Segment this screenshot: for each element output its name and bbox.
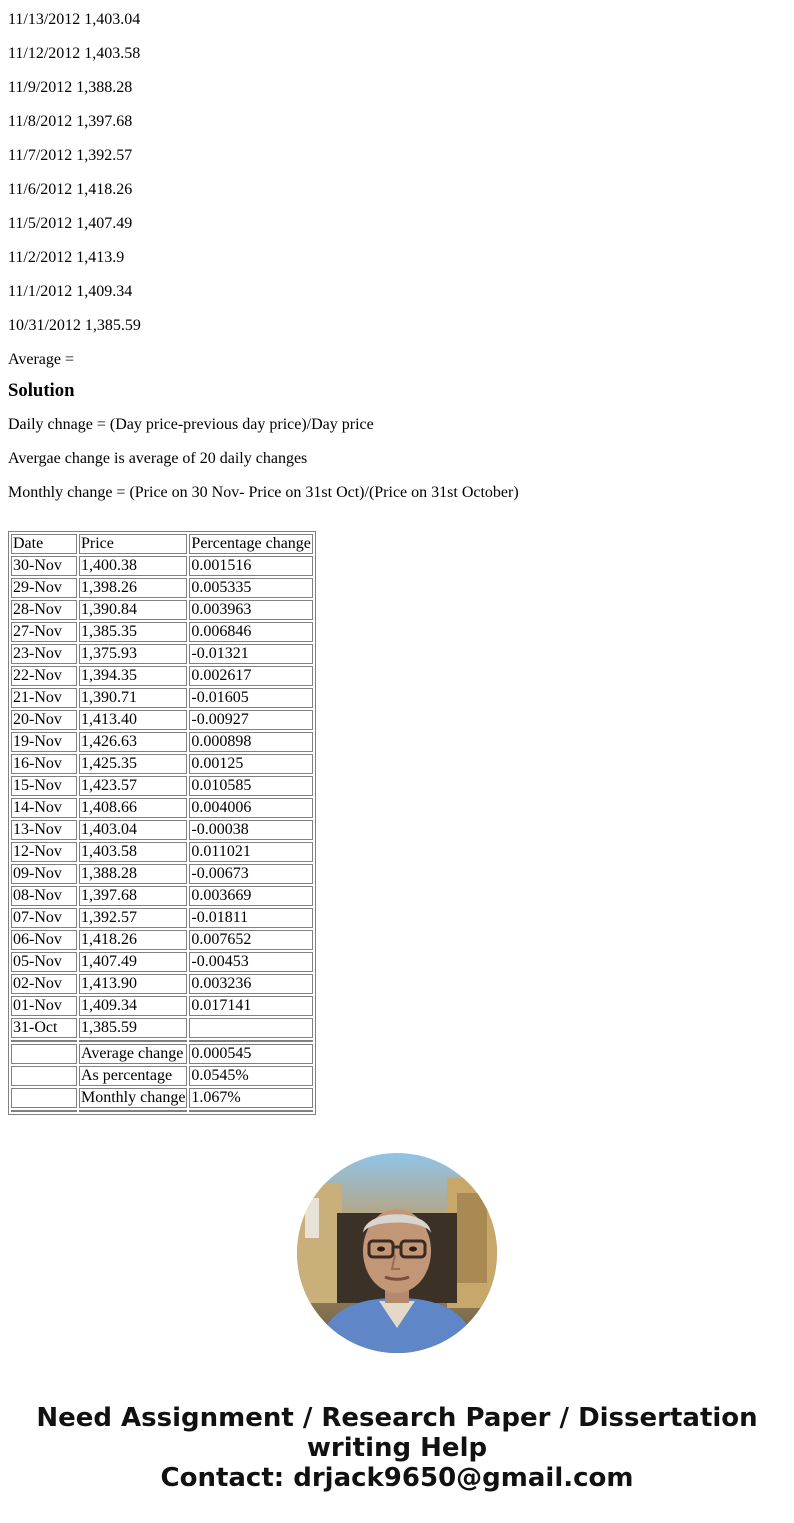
cell-date: 08-Nov (11, 886, 77, 906)
table-row (11, 732, 313, 752)
separator-cell (79, 1040, 187, 1042)
monthly-change-formula: Monthly change = (Price on 30 Nov- Price on 31st Oct)/(Price on 31st October) (8, 484, 519, 501)
cell-percentage-change: 0.00125 (189, 754, 312, 774)
document-body (8, 0, 788, 518)
cell-date: 01-Nov (11, 996, 77, 1016)
summary-value: 1.067% (189, 1088, 312, 1108)
cell-percentage-change: 0.017141 (189, 996, 312, 1016)
cell-price: 1,409.34 (79, 996, 187, 1016)
table-row (11, 930, 313, 950)
cell-percentage-change: 0.010585 (189, 776, 312, 796)
price-line: 11/13/2012 1,403.04 (8, 11, 141, 28)
cell-date: 09-Nov (11, 864, 77, 884)
cell-percentage-change: 0.007652 (189, 930, 312, 950)
cell-price: 1,390.71 (79, 688, 187, 708)
header-percentage-change: Percentage change (191, 535, 311, 552)
cell-percentage-change: -0.00453 (189, 952, 312, 972)
cell-date: 15-Nov (11, 776, 77, 796)
cell-price: 1,390.84 (79, 600, 187, 620)
separator-cell (189, 1040, 312, 1042)
average-change-description: Avergae change is average of 20 daily changes (8, 450, 308, 467)
cell-date: 14-Nov (11, 798, 77, 818)
cell-price: 1,426.63 (79, 732, 187, 752)
banner-line-1: Need Assignment / Research Paper / Dissertation (36, 1403, 758, 1433)
price-line: 11/6/2012 1,418.26 (8, 181, 133, 198)
cell-percentage-change: 0.003963 (189, 600, 312, 620)
cell-date: 06-Nov (11, 930, 77, 950)
banner-line-2: writing Help (306, 1433, 488, 1463)
cell-price: 1,413.40 (79, 710, 187, 730)
table-row (11, 974, 313, 994)
summary-label: As percentage (79, 1066, 187, 1086)
cell-price: 1,413.90 (79, 974, 187, 994)
cell-price: 1,398.26 (79, 578, 187, 598)
table-row (11, 864, 313, 884)
cell-price: 1,418.26 (79, 930, 187, 950)
price-change-table (8, 531, 316, 1115)
cell-date: 07-Nov (11, 908, 77, 928)
cell-price: 1,397.68 (79, 886, 187, 906)
separator-cell (11, 1110, 77, 1112)
author-photo (297, 1153, 497, 1353)
cell-price: 1,408.66 (79, 798, 187, 818)
price-line: 11/7/2012 1,392.57 (8, 147, 133, 164)
cell-date: 13-Nov (11, 820, 77, 840)
summary-blank-cell (11, 1066, 77, 1086)
cell-price: 1,403.04 (79, 820, 187, 840)
table-row (11, 622, 313, 642)
summary-blank-cell (11, 1044, 77, 1064)
table-row (11, 556, 313, 576)
summary-blank-cell (11, 1088, 77, 1108)
table-separator (11, 1110, 313, 1112)
average-label: Average = (8, 351, 75, 368)
cell-price: 1,403.58 (79, 842, 187, 862)
summary-label: Monthly change (81, 1089, 186, 1106)
banner-contact: Contact: drjack9650@gmail.com (160, 1463, 634, 1493)
summary-label: Average change (79, 1044, 187, 1064)
cell-date: 12-Nov (11, 842, 77, 862)
table-row (11, 578, 313, 598)
separator-cell (11, 1040, 77, 1042)
cell-date: 16-Nov (11, 754, 77, 774)
summary-value: 0.000545 (189, 1044, 312, 1064)
table-row (11, 710, 313, 730)
cell-percentage-change: -0.01321 (189, 644, 312, 664)
table-row (11, 754, 313, 774)
cell-date: 23-Nov (11, 644, 77, 664)
cell-date: 27-Nov (11, 622, 77, 642)
table-row (11, 886, 313, 906)
cell-date: 19-Nov (11, 732, 77, 752)
cell-percentage-change: 0.002617 (189, 666, 312, 686)
solution-heading: Solution (8, 380, 75, 401)
cell-percentage-change: 0.011021 (189, 842, 312, 862)
table-row (11, 798, 313, 818)
table-row (11, 688, 313, 708)
table-row (11, 952, 313, 972)
summary-value: 0.0545% (189, 1066, 312, 1086)
cell-price: 1,423.57 (79, 776, 187, 796)
cell-percentage-change: 0.005335 (189, 578, 312, 598)
cell-price: 1,385.59 (79, 1018, 187, 1038)
cell-percentage-change (189, 1018, 312, 1038)
cell-percentage-change: 0.003669 (189, 886, 312, 906)
table-row (11, 666, 313, 686)
cell-price: 1,375.93 (79, 644, 187, 664)
price-line: 11/5/2012 1,407.49 (8, 215, 133, 232)
cell-price: 1,400.38 (79, 556, 187, 576)
summary-row (11, 1044, 313, 1064)
cell-percentage-change: -0.00927 (189, 710, 312, 730)
table-row (11, 644, 313, 664)
cell-percentage-change: -0.00038 (189, 820, 312, 840)
cell-date: 31-Oct (11, 1018, 77, 1038)
daily-change-formula: Daily chnage = (Day price-previous day price)/Day price (8, 416, 374, 433)
person-photo-icon (297, 1153, 497, 1353)
price-line: 11/12/2012 1,403.58 (8, 45, 141, 62)
table-row (11, 820, 313, 840)
table-row (11, 1018, 313, 1038)
cell-date: 05-Nov (11, 952, 77, 972)
summary-row (11, 1088, 313, 1108)
price-line: 11/1/2012 1,409.34 (8, 283, 133, 300)
separator-cell (189, 1110, 312, 1112)
cell-date: 28-Nov (11, 600, 77, 620)
cell-percentage-change: 0.003236 (189, 974, 312, 994)
table-row (11, 842, 313, 862)
cell-percentage-change: -0.00673 (189, 864, 312, 884)
price-line: 11/9/2012 1,388.28 (8, 79, 133, 96)
cell-date: 02-Nov (11, 974, 77, 994)
cell-date: 20-Nov (11, 710, 77, 730)
cell-price: 1,407.49 (79, 952, 187, 972)
table-row (11, 600, 313, 620)
cell-price: 1,385.35 (79, 622, 187, 642)
cell-date: 30-Nov (11, 556, 77, 576)
cell-price: 1,425.35 (79, 754, 187, 774)
table-row (11, 776, 313, 796)
cell-percentage-change: 0.001516 (189, 556, 312, 576)
table-separator (11, 1040, 313, 1042)
cell-percentage-change: 0.000898 (189, 732, 312, 752)
header-date: Date (11, 534, 77, 554)
table-row (11, 908, 313, 928)
cell-percentage-change: 0.006846 (189, 622, 312, 642)
cell-percentage-change: -0.01811 (189, 908, 312, 928)
cell-price: 1,394.35 (79, 666, 187, 686)
table-header-row (11, 534, 313, 554)
price-list (8, 0, 788, 340)
table-row (11, 996, 313, 1016)
cell-date: 21-Nov (11, 688, 77, 708)
price-line: 10/31/2012 1,385.59 (8, 317, 141, 334)
price-line: 11/8/2012 1,397.68 (8, 113, 133, 130)
cell-date: 29-Nov (11, 578, 77, 598)
help-banner (0, 1403, 794, 1493)
cell-price: 1,392.57 (79, 908, 187, 928)
cell-date: 22-Nov (11, 666, 77, 686)
cell-price: 1,388.28 (79, 864, 187, 884)
separator-cell (79, 1110, 187, 1112)
summary-row (11, 1066, 313, 1086)
price-line: 11/2/2012 1,413.9 (8, 249, 125, 266)
header-price: Price (79, 534, 187, 554)
cell-percentage-change: 0.004006 (189, 798, 312, 818)
cell-percentage-change: -0.01605 (189, 688, 312, 708)
